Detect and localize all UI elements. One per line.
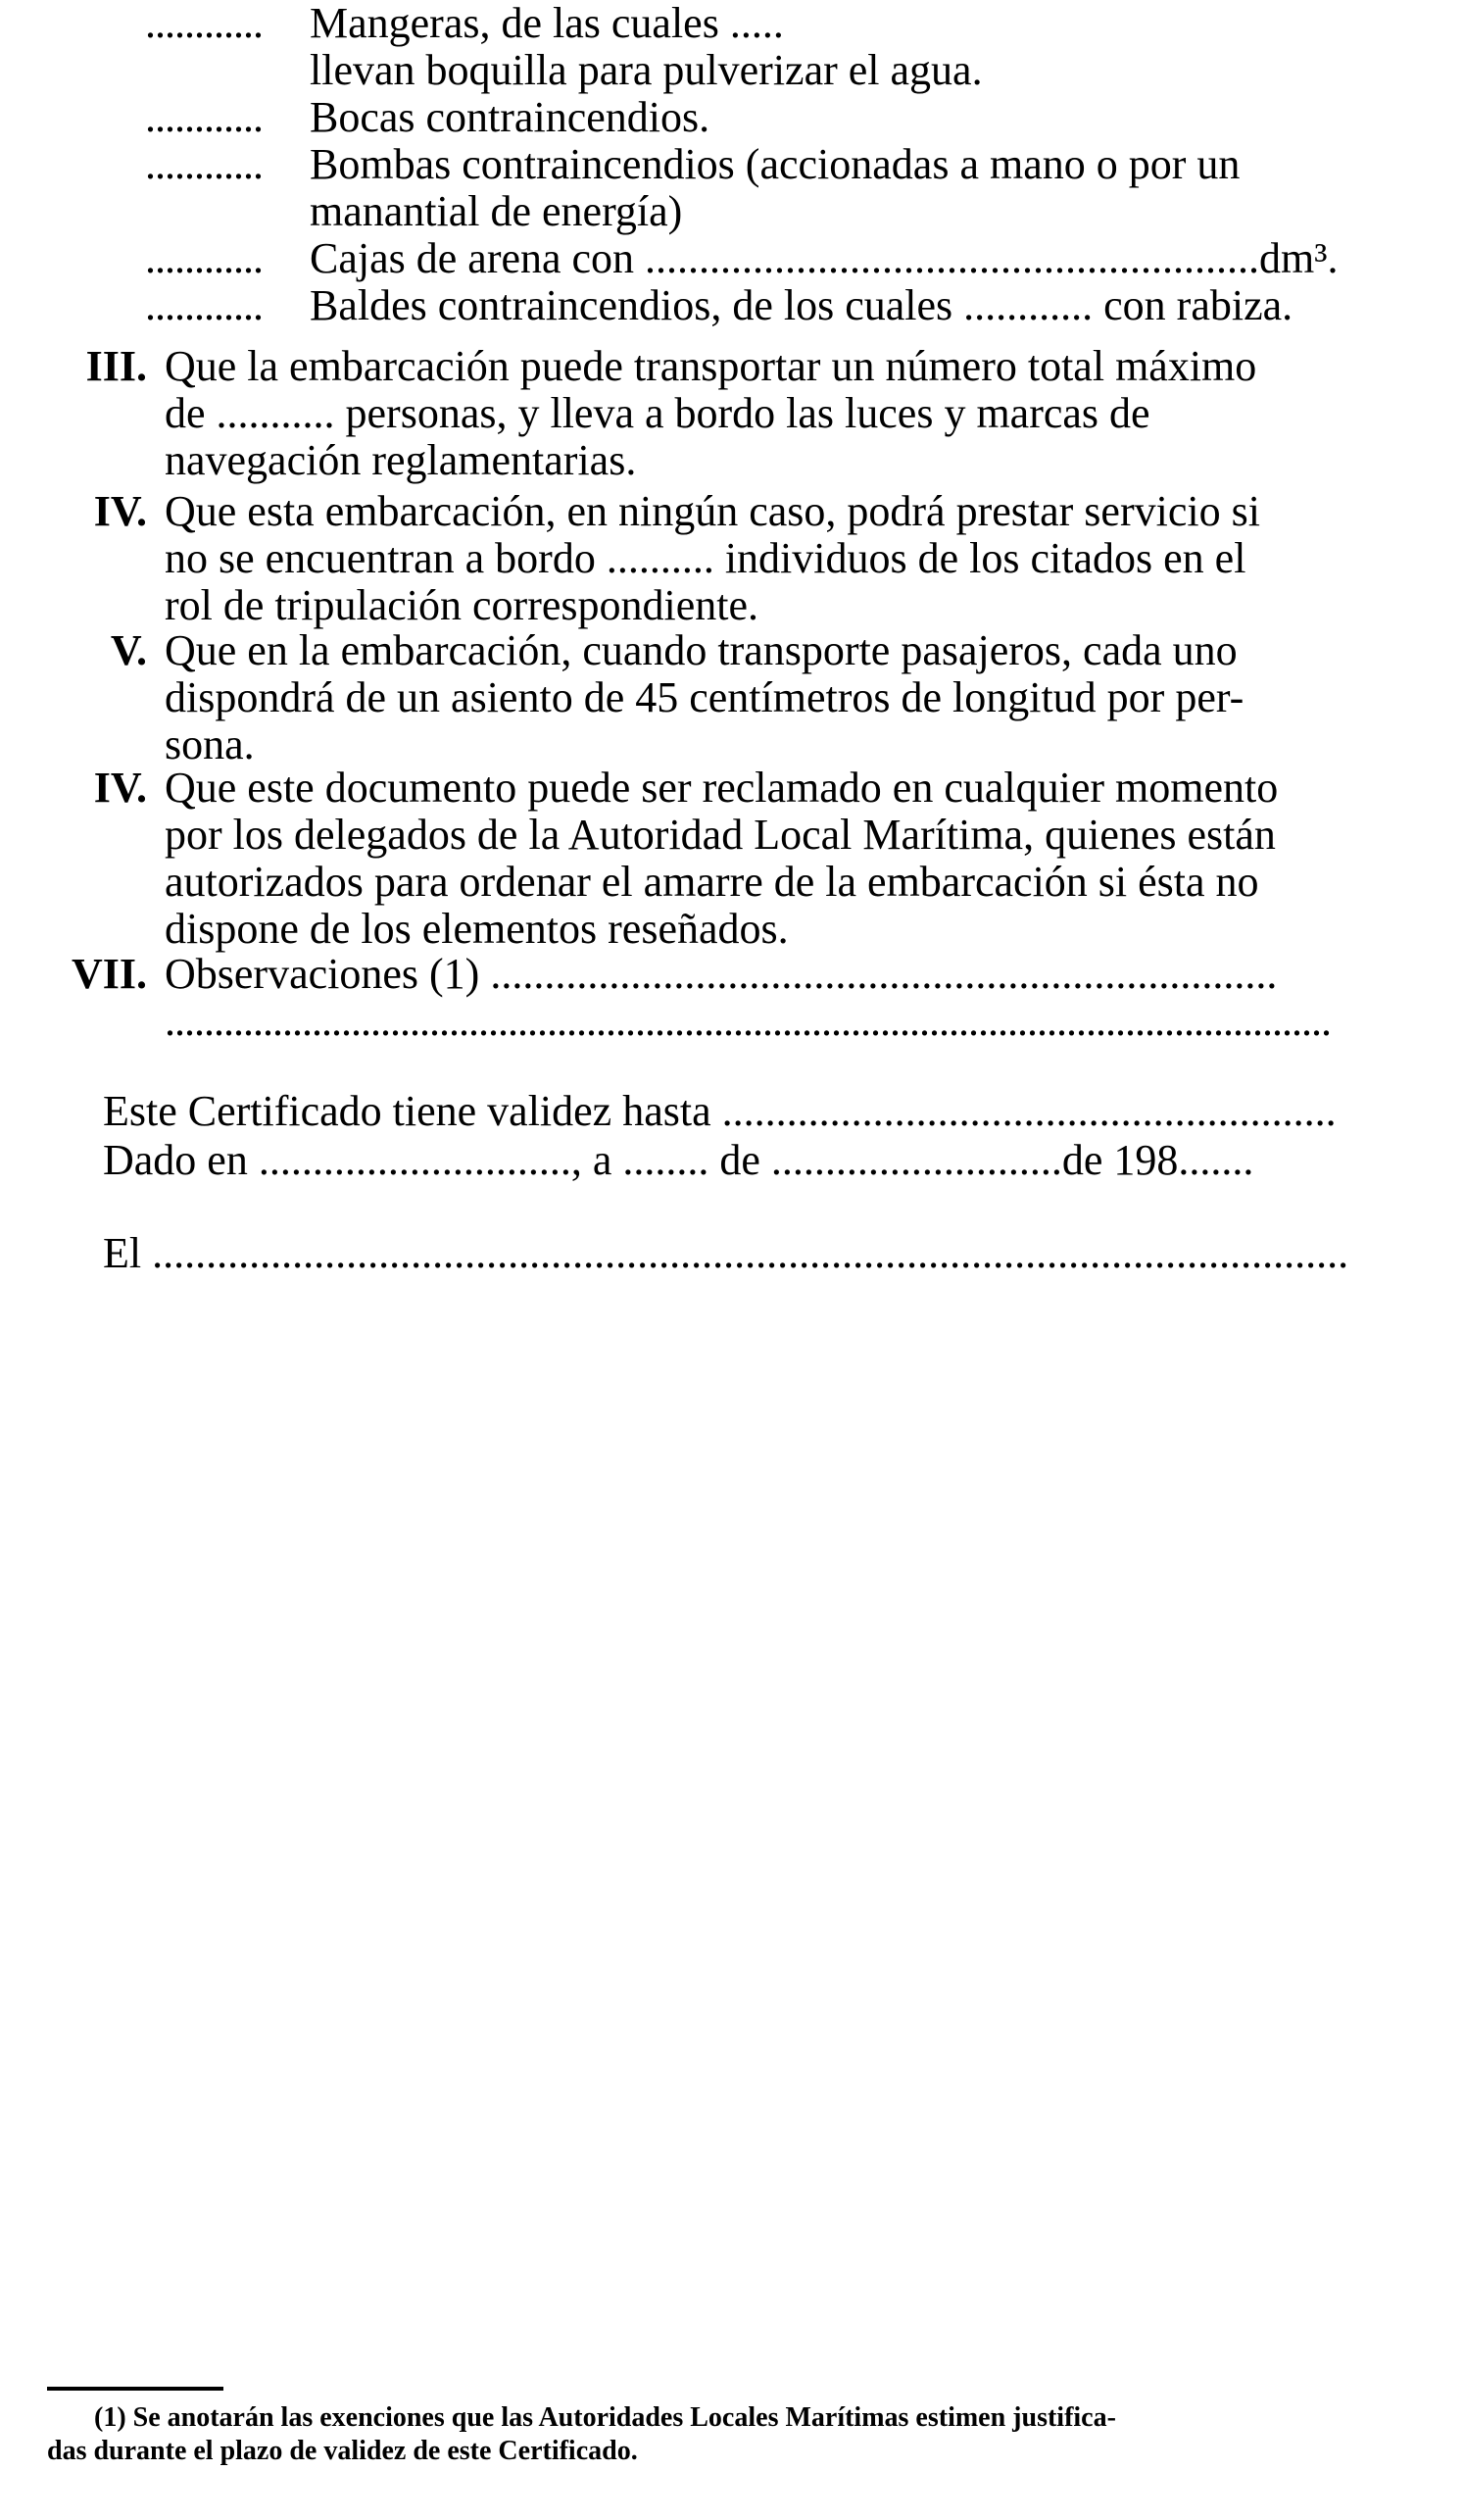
clause-line: Que la embarcación puede transportar un número total máximo (165, 342, 1257, 390)
observations-line: ....................................................................................................................... (165, 997, 1331, 1045)
validity-text: Este Certificado tiene validez hasta ......................................................... (103, 1087, 1337, 1135)
equipment-line-pumps-cont (145, 188, 1419, 235)
clause-number: IV. (93, 487, 147, 535)
blank-dots: ............ (145, 234, 263, 282)
equipment-line-sand-boxes (145, 235, 1419, 282)
equipment-text: Mangeras, de las cuales ..... (310, 0, 784, 47)
clause-line: rol de tripulación correspondiente. (165, 581, 759, 629)
clause-line: dispone de los elementos reseñados. (165, 905, 789, 953)
clause-line: por los delegados de la Autoridad Local Marítima, quienes están (165, 811, 1276, 859)
clause-line: autorizados para ordenar el amarre de la embarcación si ésta no (165, 858, 1259, 906)
equipment-text: Bocas contraincendios. (310, 93, 710, 141)
equipment-text: Cajas de arena con .........................................................dm³. (310, 234, 1339, 282)
equipment-line-hydrants (145, 94, 1419, 141)
clause-line: sona. (165, 720, 255, 768)
blank-dots: ............ (145, 140, 263, 188)
equipment-text: manantial de energía) (310, 187, 683, 235)
clause-number: IV. (93, 764, 147, 812)
equipment-text: Bombas contraincendios (accionadas a mano o por un (310, 140, 1241, 188)
clause-number: VII. (71, 950, 147, 998)
blank-dots: ............ (145, 281, 263, 329)
clause-number: V. (110, 626, 147, 674)
issued-line (103, 1137, 1416, 1184)
clause-line: dispondrá de un asiento de 45 centímetros de longitud por per- (165, 673, 1244, 721)
equipment-line-hoses (145, 0, 1419, 47)
signer-line (103, 1230, 1416, 1277)
clause-line: de ........... personas, y lleva a bordo las luces y marcas de (165, 389, 1150, 437)
validity-line (103, 1088, 1416, 1135)
clause-line: Que esta embarcación, en ningún caso, podrá prestar servicio si (165, 487, 1260, 535)
equipment-text: Baldes contraincendios, de los cuales ............ con rabiza. (310, 281, 1293, 329)
clause-line: navegación reglamentarias. (165, 436, 637, 484)
clause-number: III. (85, 342, 147, 390)
footnote (47, 2401, 1419, 2468)
clause-line: Que este documento puede ser reclamado en cualquier momento (165, 764, 1279, 812)
footnote-rule (47, 2387, 223, 2391)
footnote-mark: (1) (94, 2402, 126, 2433)
equipment-text: llevan boquilla para pulverizar el agua. (310, 46, 983, 94)
observations-line: Observaciones (1) ......................................................................... (165, 951, 1278, 998)
issued-text: Dado en ............................., a ........ de ...........................de 198....... (103, 1136, 1254, 1184)
clause-line: Que en la embarcación, cuando transporte pasajeros, cada uno (165, 626, 1238, 674)
footnote-text: Se anotarán las exenciones que las Autoridades Locales Marítimas estimen justifica- (132, 2402, 1116, 2433)
clause-line: no se encuentran a bordo .......... individuos de los citados en el (165, 534, 1246, 582)
signer-text: El ............................................................................................................... (103, 1229, 1349, 1277)
equipment-line-buckets (145, 282, 1419, 329)
blank-dots: ............ (145, 93, 263, 141)
equipment-line-pumps (145, 141, 1419, 188)
blank-dots: ............ (145, 0, 263, 47)
equipment-line-nozzles (145, 47, 1419, 94)
footnote-text-cont: das durante el plazo de validez de este Certificado. (47, 2436, 638, 2466)
